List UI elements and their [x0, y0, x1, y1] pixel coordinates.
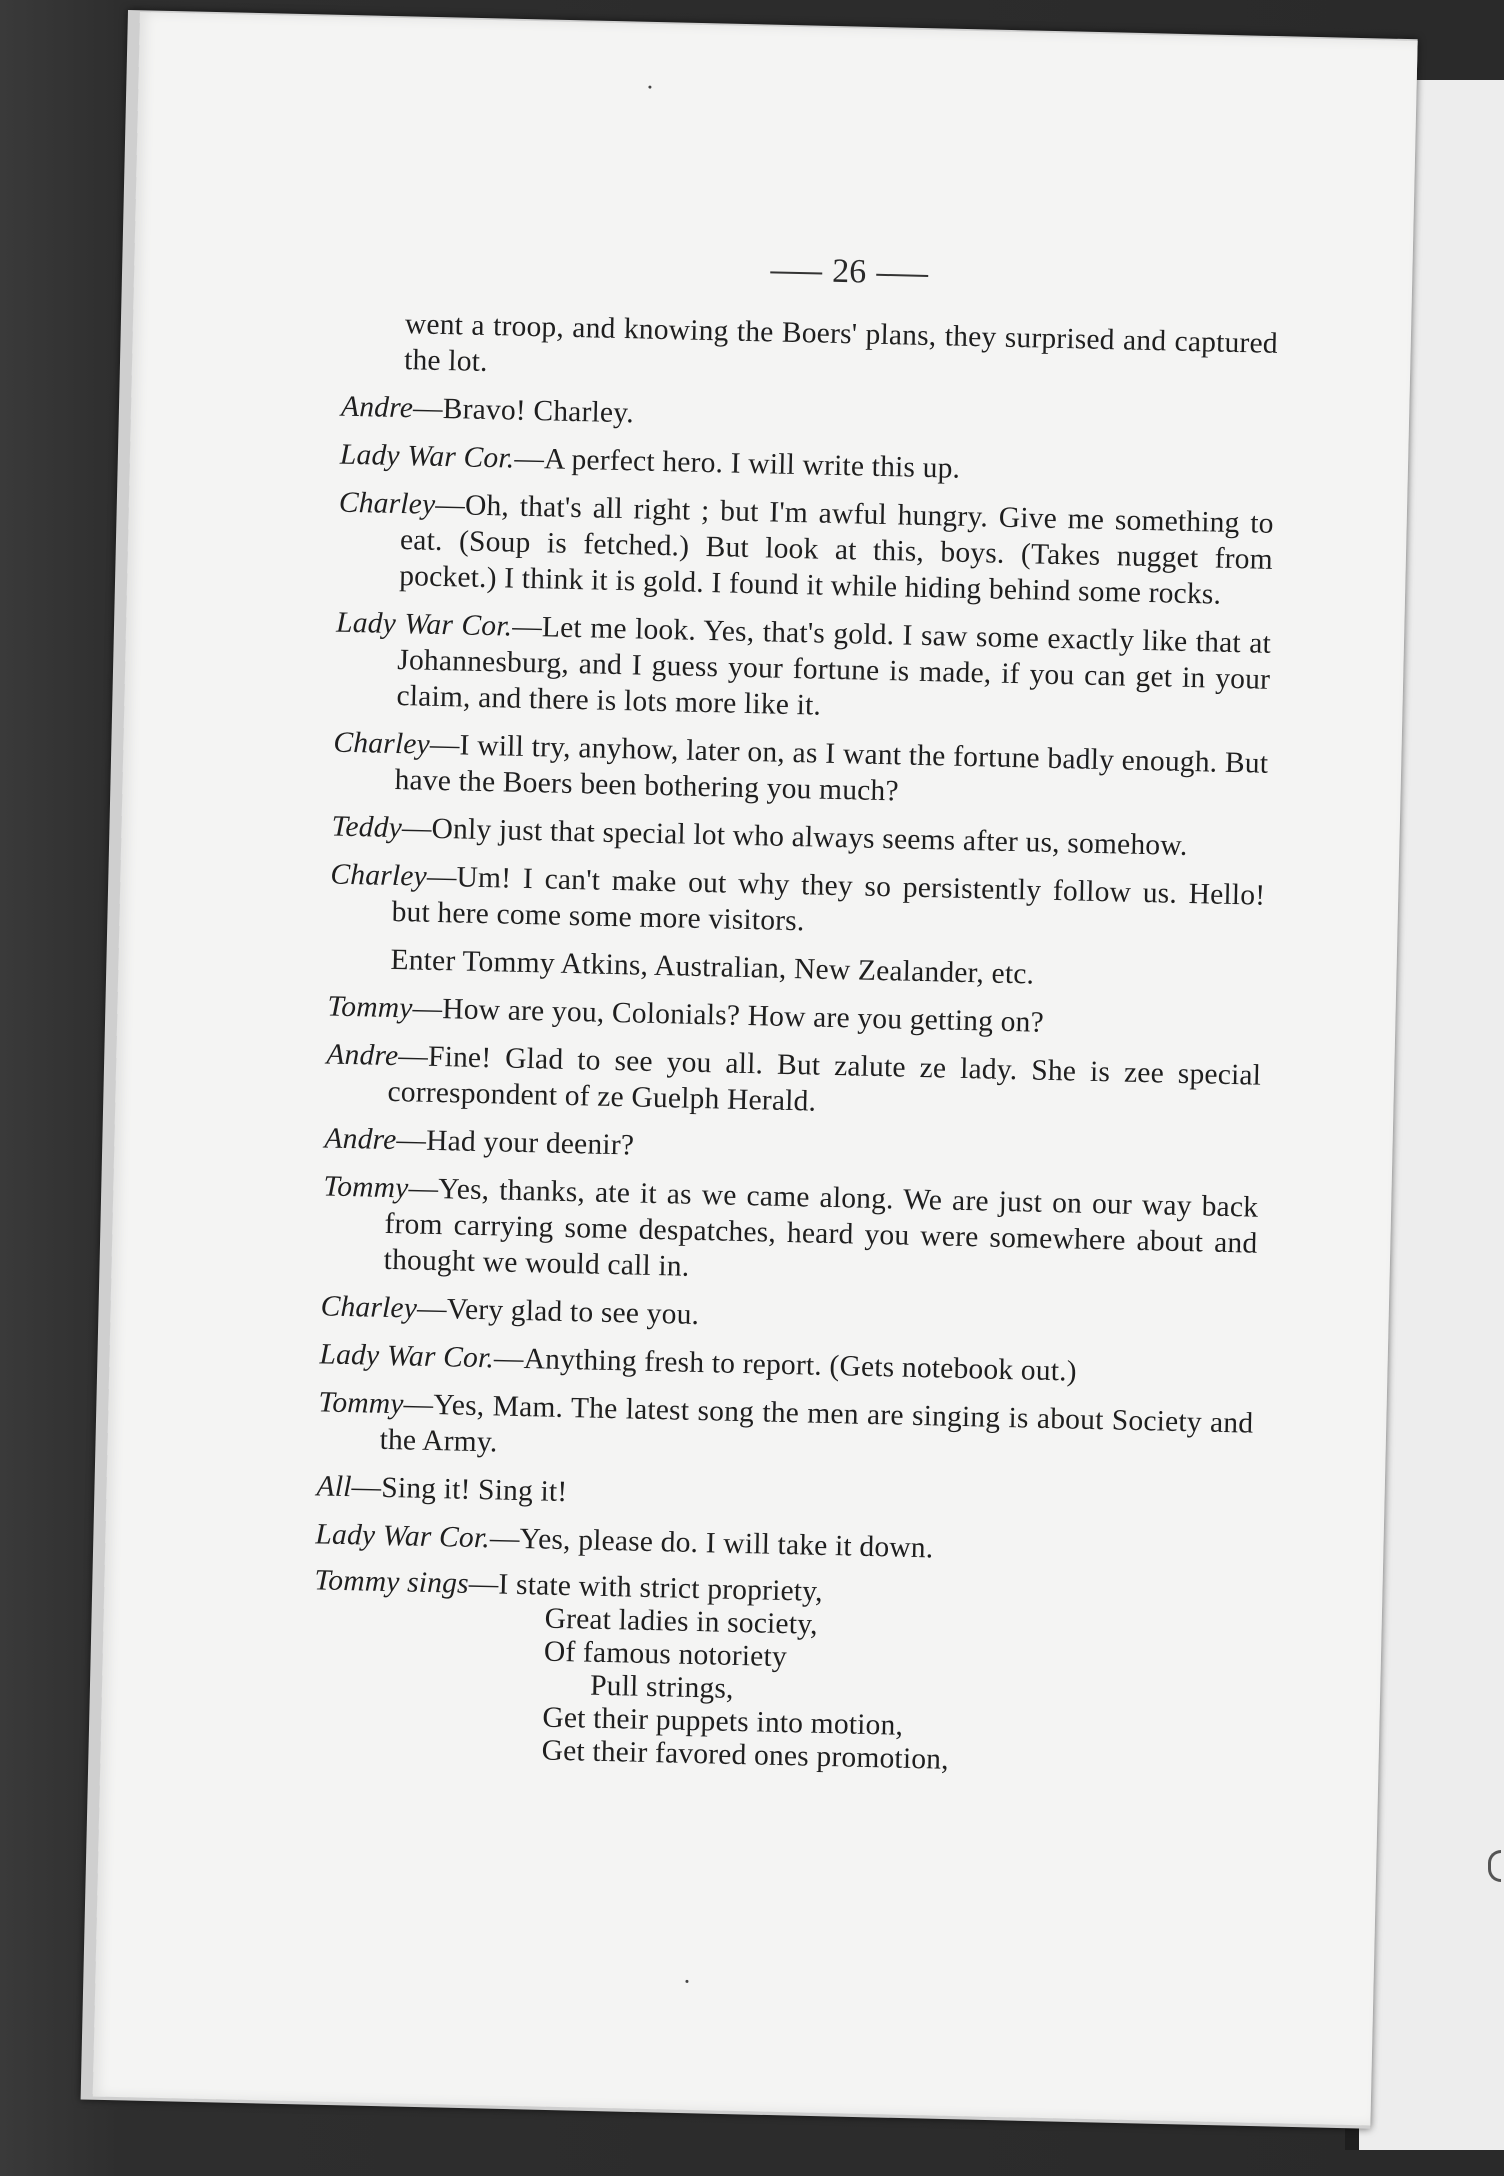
dialogue-text: —How are you, Colonials? How are you getting on?	[412, 992, 1045, 1039]
dialogue-line	[334, 605, 1271, 734]
dialogue-text: —Yes, Mam. The latest song the men are singing is about Society and the Army.	[379, 1388, 1254, 1459]
dialogue-text: —Fine! Glad to see you all. But zalute ze lady. She is zee special correspondent of ze Guelph Herald.	[387, 1040, 1262, 1118]
dialogue-line	[331, 809, 1267, 866]
page-number-dash-left	[770, 272, 822, 275]
dialogue-line	[340, 437, 1276, 494]
song-line: Get their favored ones promotion,	[541, 1734, 950, 1776]
song-line: Of famous notoriety	[543, 1635, 788, 1674]
dialogue-text: —Bravo! Charley.	[412, 392, 635, 430]
dialogue-line	[317, 1384, 1253, 1477]
page-number-dash-right	[876, 274, 928, 277]
dialogue-line	[329, 857, 1265, 950]
dialogue-line	[319, 1336, 1255, 1393]
dialogue-line	[325, 1037, 1261, 1130]
speaker-name: Tommy	[318, 1386, 404, 1421]
dialogue-text: —Only just that special lot who always seems after us, somehow.	[401, 812, 1188, 862]
song-line: Pull strings,	[589, 1669, 735, 1705]
dialogue-line	[327, 989, 1263, 1046]
song-line: Tommy sings—I state with strict propriety,	[314, 1564, 824, 1608]
dialogue-line	[316, 1468, 1252, 1525]
dialogue-text: —Let me look. Yes, that's gold. I saw some exactly like that at Johannesburg, and I guess your fortune is made, if you can get in your claim, and there is lots more like it.	[396, 610, 1272, 722]
speaker-name: Andre	[340, 390, 414, 425]
song-line: Get their puppets into motion,	[542, 1701, 904, 1742]
dialogue-text: —A perfect hero. I will write this up.	[514, 442, 961, 485]
dialogue-text: —Had your deenir?	[396, 1124, 635, 1162]
dialogue-text: —Sing it! Sing it!	[351, 1471, 568, 1509]
book-page	[93, 12, 1418, 2125]
dialogue-text: —Oh, that's all right ; but I'm awful hungry. Give me something to eat. (Soup is fetched.) But look at this, boys. (Takes nugget from pocket.) I think it is gold. I found it while hiding behind some rocks.	[398, 488, 1275, 611]
page-number-value: 26	[831, 252, 867, 291]
dialogue-text: —I will try, anyhow, later on, as I want the fortune badly enough. But have the Boers been bothering you much?	[394, 728, 1269, 808]
speaker-name: Andre	[326, 1038, 399, 1073]
speaker-name: Teddy	[331, 810, 403, 845]
dialogue-line	[341, 389, 1277, 446]
dialogue-line	[321, 1168, 1258, 1297]
dialogue-text: —Yes, please do. I will take it down.	[489, 1522, 934, 1565]
dialogue-text: —Anything fresh to report. (Gets notebook out.)	[493, 1342, 1078, 1388]
speaker-name: Tommy	[327, 990, 413, 1025]
speaker-name: Charley	[333, 726, 431, 761]
speaker-name: Tommy sings	[314, 1564, 470, 1600]
speaker-name: Charley	[320, 1290, 418, 1325]
dialogue-line	[315, 1516, 1251, 1573]
speaker-name: Lady War Cor.	[319, 1338, 495, 1375]
speaker-name: Lady War Cor.	[315, 1518, 491, 1555]
speaker-name: Charley	[330, 858, 428, 893]
dialogue-text: —Yes, thanks, ate it as we came along. We are just on our way back from carrying some despatches, heard you were somewhere about and thought we would call in.	[383, 1172, 1259, 1283]
speaker-name: All	[316, 1470, 352, 1504]
song-line: Great ladies in society,	[544, 1602, 819, 1641]
paper-speck	[685, 1980, 688, 1983]
stage-direction: Enter Tommy Atkins, Australian, New Zealander, etc.	[390, 943, 1035, 991]
speaker-name: Charley	[338, 486, 436, 521]
adjacent-page-mark	[1488, 1850, 1501, 1882]
speaker-name: Andre	[324, 1122, 397, 1157]
page-number	[724, 250, 975, 294]
dialogue-line	[320, 1288, 1256, 1345]
dialogue-line	[332, 725, 1268, 818]
paragraph-continuation: went a troop, and knowing the Boers' plans, they surprised and captured the lot.	[403, 308, 1279, 378]
speaker-name: Lady War Cor.	[339, 438, 515, 475]
speaker-name: Tommy	[323, 1170, 409, 1205]
play-text	[310, 305, 1278, 1784]
paper-speck	[648, 86, 651, 89]
dialogue-line	[337, 485, 1274, 614]
speaker-name: Lady War Cor.	[335, 606, 513, 643]
song-verse	[310, 1564, 1249, 1783]
dialogue-text: —Very glad to see you.	[416, 1292, 700, 1332]
dialogue-text: —Um! I can't make out why they so persistently follow us. Hello! but here come some more visitors.	[391, 860, 1266, 938]
dialogue-line	[324, 1120, 1260, 1177]
